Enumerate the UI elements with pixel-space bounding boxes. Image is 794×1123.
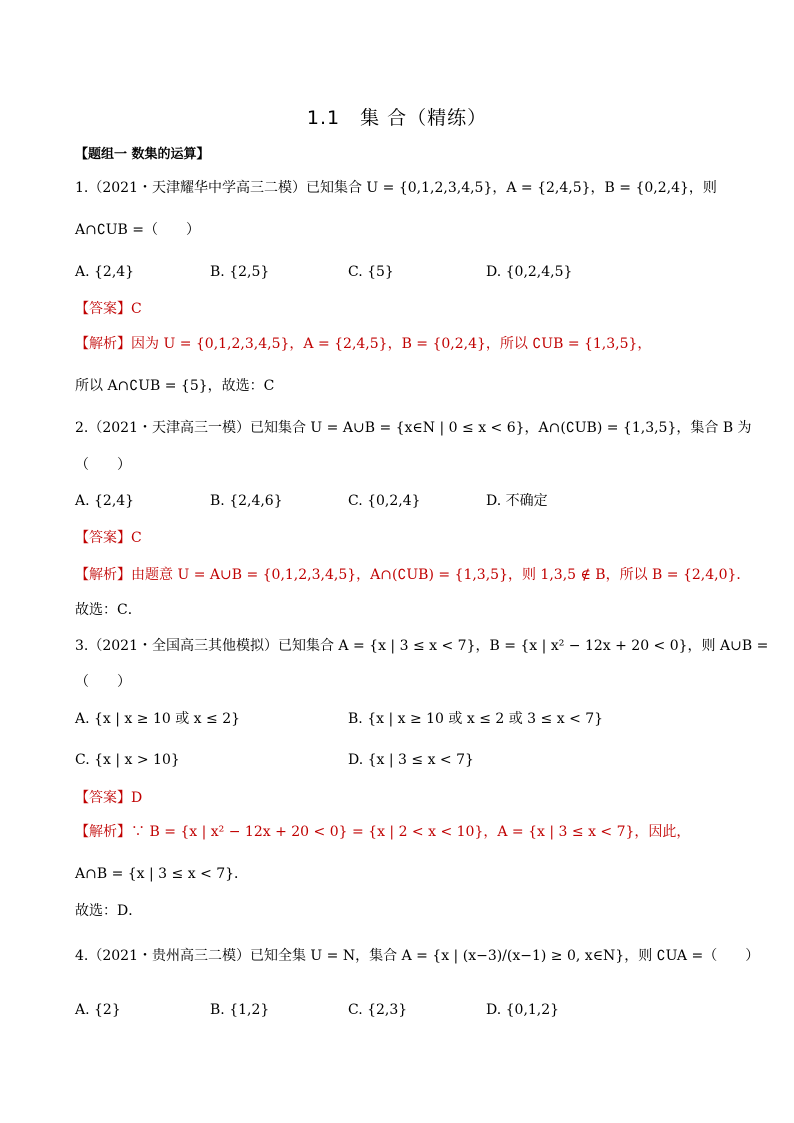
q1-answer [75, 299, 142, 319]
q1-option-b: B. {2,5} [210, 264, 270, 280]
analysis-text: 因为 U = {0,1,2,3,4,5}，A = {2,4,5}，B = {0,2,4}，所以 ∁UB = {1,3,5}， [131, 336, 652, 352]
q1-option-a: A. {2,4} [75, 264, 135, 280]
q3-analysis-cont2: 故选：D． [75, 903, 143, 919]
page-title: 1.1 集 合（精练） [306, 107, 488, 129]
q4-option-d: D. {0,1,2} [486, 1002, 560, 1018]
answer-value: C [131, 301, 142, 317]
q2-option-c: C. {0,2,4} [348, 493, 421, 509]
q3-answer [75, 788, 142, 808]
q2-analysis-cont: 故选：C． [75, 602, 142, 618]
q1-option-c: C. {5} [348, 264, 394, 280]
q4-option-a: A. {2} [75, 1002, 121, 1018]
analysis-label: 【解析】 [75, 567, 131, 583]
q3-analysis-cont: A∩B = {x | 3 ≤ x < 7}． [75, 866, 249, 882]
q3-option-a: A. {x | x ≥ 10 或 x ≤ 2} [75, 711, 241, 727]
question-2-stem: 2.（2021・天津高三一模）已知集合 U = A∪B = {x∈N | 0 ≤ x < 6}，A∩(∁UB) = {1,3,5}，集合 B 为 [75, 420, 752, 436]
question-3-stem-cont: （ ） [75, 674, 131, 690]
analysis-text: 由题意 U = A∪B = {0,1,2,3,4,5}，A∩(∁UB) = {1,3,5}，则 1,3,5 ∉ B，所以 B = {2,4,0}． [131, 567, 751, 583]
q3-option-c: C. {x | x > 10} [75, 752, 180, 768]
question-1-stem-cont: A∩∁UB =（ ） [75, 222, 201, 238]
q3-option-b: B. {x | x ≥ 10 或 x ≤ 2 或 3 ≤ x < 7} [348, 711, 604, 727]
analysis-label: 【解析】 [75, 824, 131, 840]
answer-label: 【答案】 [75, 790, 131, 806]
question-1-stem: 1.（2021・天津耀华中学高三二模）已知集合 U = {0,1,2,3,4,5}，A = {2,4,5}，B = {0,2,4}，则 [75, 180, 717, 196]
answer-value: C [131, 530, 142, 546]
question-2-stem-cont: （ ） [75, 457, 131, 473]
answer-label: 【答案】 [75, 530, 131, 546]
question-4-stem: 4.（2021・贵州高三二模）已知全集 U = N，集合 A = {x | (x−3)/(x−1) ≥ 0, x∈N}，则 ∁UA =（ ） [75, 948, 760, 964]
q2-analysis [75, 565, 750, 585]
question-3-stem: 3.（2021・全国高三其他模拟）已知集合 A = {x | 3 ≤ x < 7}，B = {x | x² − 12x + 20 < 0}，则 A∪B = [75, 638, 769, 654]
q1-option-d: D. {0,2,4,5} [486, 264, 573, 280]
q2-option-a: A. {2,4} [75, 493, 135, 509]
q2-option-b: B. {2,4,6} [210, 493, 283, 509]
q4-option-c: C. {2,3} [348, 1002, 408, 1018]
q1-analysis [75, 334, 651, 354]
q4-option-b: B. {1,2} [210, 1002, 270, 1018]
section-heading: 【题组一 数集的运算】 [75, 147, 210, 162]
answer-label: 【答案】 [75, 301, 131, 317]
analysis-text: ∵ B = {x | x² − 12x + 20 < 0} = {x | 2 < x < 10}，A = {x | 3 ≤ x < 7}，因此， [131, 824, 691, 840]
q3-analysis [75, 822, 690, 842]
q2-answer [75, 528, 142, 548]
q1-analysis-cont [75, 376, 274, 396]
answer-value: D [131, 790, 143, 806]
q2-option-d: D. 不确定 [486, 493, 548, 509]
analysis-text: 所以 A∩∁UB = {5}，故选：C [75, 378, 275, 394]
analysis-label: 【解析】 [75, 336, 131, 352]
q3-option-d: D. {x | 3 ≤ x < 7} [348, 752, 474, 768]
